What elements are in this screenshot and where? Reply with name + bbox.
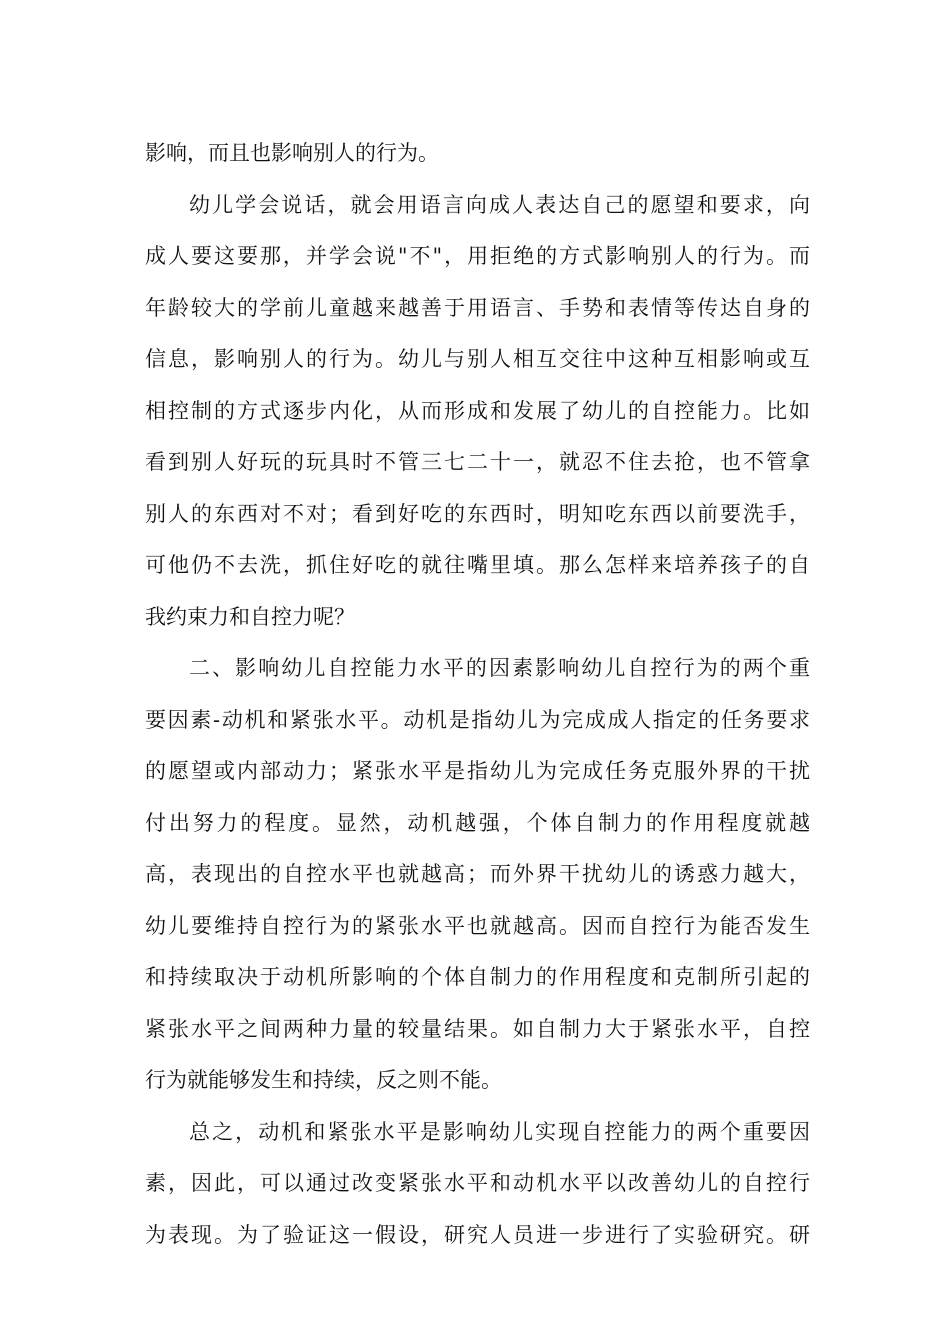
text-line: 看到别人好玩的玩具时不管三七二十一，就忍不住去抢，也不管拿 xyxy=(145,450,810,474)
text-line: 二、影响幼儿自控能力水平的因素影响幼儿自控行为的两个重 xyxy=(189,656,810,680)
text-line: 幼儿学会说话，就会用语言向成人表达自己的愿望和要求，向 xyxy=(189,192,810,217)
paragraph-1 xyxy=(145,128,810,180)
text-line: 可他仍不去洗，抓住好吃的就往嘴里填。那么怎样来培养孩子的自 xyxy=(145,553,810,577)
text-line: 影响，而且也影响别人的行为。 xyxy=(145,141,439,165)
paragraph-3 xyxy=(145,643,810,1107)
text-line: 为表现。为了验证这一假设，研究人员进一步进行了实验研究。研 xyxy=(145,1222,810,1247)
text-line: 总之，动机和紧张水平是影响幼儿实现自控能力的两个重要因 xyxy=(189,1119,810,1144)
text-line: 紧张水平之间两种力量的较量结果。如自制力大于紧张水平，自控 xyxy=(145,1016,810,1041)
text-line: 信息，影响别人的行为。幼儿与别人相互交往中这种互相影响或互 xyxy=(145,347,810,371)
text-line: 相控制的方式逐步内化，从而形成和发展了幼儿的自控能力。比如 xyxy=(145,398,810,423)
text-line: 别人的东西对不对；看到好吃的东西时，明知吃东西以前要洗手， xyxy=(145,501,810,526)
paragraph-4 xyxy=(145,1107,810,1262)
text-line: 要因素-动机和紧张水平。动机是指幼儿为完成成人指定的任务要求 xyxy=(145,707,810,732)
text-line: 高，表现出的自控水平也就越高；而外界干扰幼儿的诱惑力越大， xyxy=(145,862,810,886)
text-line: 和持续取决于动机所影响的个体自制力的作用程度和克制所引起的 xyxy=(145,965,810,989)
text-line: 幼儿要维持自控行为的紧张水平也就越高。因而自控行为能否发生 xyxy=(145,913,810,938)
text-line: 行为就能够发生和持续，反之则不能。 xyxy=(145,1068,502,1092)
text-line: 年龄较大的学前儿童越来越善于用语言、手势和表情等传达自身的 xyxy=(145,295,810,320)
text-line: 付出努力的程度。显然，动机越强，个体自制力的作用程度就越 xyxy=(145,810,810,835)
text-line: 的愿望或内部动力；紧张水平是指幼儿为完成任务克服外界的干扰 xyxy=(145,759,810,783)
paragraph-2 xyxy=(145,180,810,644)
body-text xyxy=(145,128,810,1261)
text-line: 我约束力和自控力呢？ xyxy=(145,604,355,629)
text-line: 素，因此，可以通过改变紧张水平和动机水平以改善幼儿的自控行 xyxy=(145,1171,810,1195)
text-line: 成人要这要那，并学会说"不"，用拒绝的方式影响别人的行为。而 xyxy=(145,244,810,268)
